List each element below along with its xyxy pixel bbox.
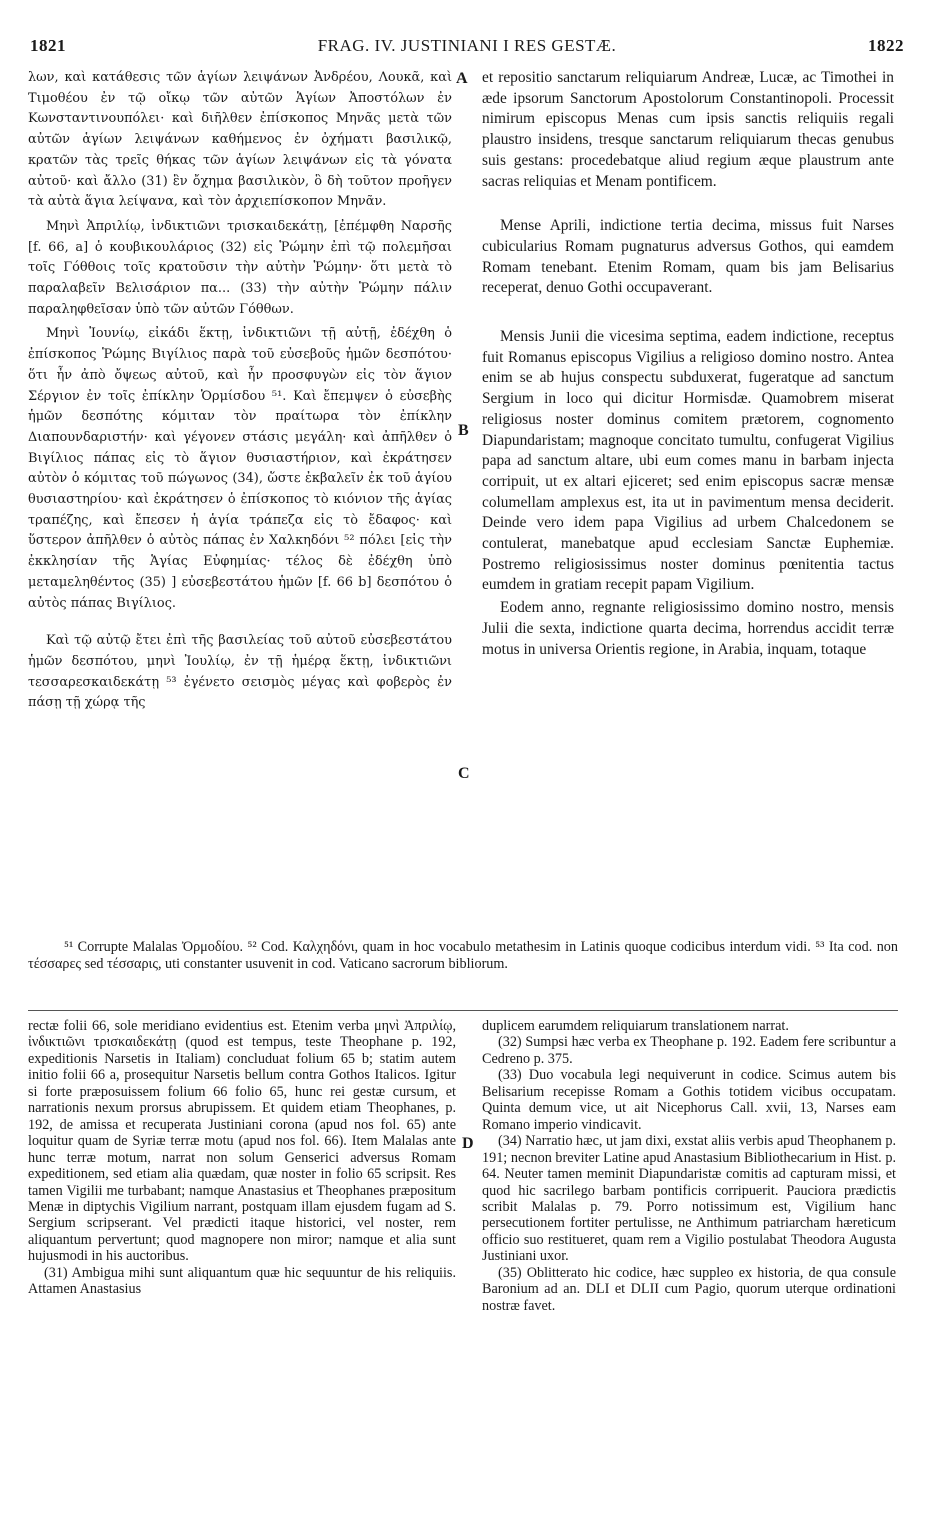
note-paragraph: (31) Ambigua mihi sunt aliquantum quæ hic sequuntur de his reliquiis. Attamen Anastasius (28, 1264, 456, 1298)
latin-paragraph: Mensis Junii die vicesima septima, eadem indictione, receptus fuit Romanus episcopus Vigilius a religioso domino nostro. Antea enim se ab hujus conspectu subduxerat, fugeratque ad sanctum Sergium in loco qui dicitur Hormisdæ. Quamobrem miserat religiosus noster dominus comitem prætorem, cognomento Diapundaristam; magnoque concitato tumultu, confugerat Vigilius papa ad sanctum altare, ubi eum comes manu in barbam injecta corripuit, ut ex altari ejiceret; sed enim episcopus sacræ mensæ columellam amplexus est, ita ut in pavimentum mensa deciderit. Deinde vero idem papa Vigilius ad urbem Chalcedonem se contulerat, manebatque apud ecclesiam Sanctæ Euphemiæ. Postremo religiosissimus noster dominus pœnitentia tactus eumdem in gratiam recepit papam Vigilium. (482, 328, 894, 594)
page-number-right: 1822 (868, 36, 904, 55)
footnote-block: ⁵¹ Corrupte Malalas Ὀρμοδίου. ⁵² Cod. Καλχηδόνι, quam in hoc vocabulo metathesim in Latinis quoque codicibus interdum vidi. ⁵³ Ita cod. non τέσσαρες sed τέσσαρις, uti constanter usuvenit in cod. Vaticano sacrorum bibliorum. (28, 939, 898, 972)
section-marker-c: C (458, 765, 470, 782)
greek-paragraph: Καὶ τῷ αὐτῷ ἔτει ἐπὶ τῆς βασιλείας τοῦ αὐτοῦ εὐσεβεστάτου ἡμῶν δεσπότου, μηνὶ Ἰουλίῳ, ἐν τῇ ἡμέρᾳ ἕκτῃ, ἰνδικτιῶνι τεσσαρεσκαιδεκάτῃ ⁵³ ἐγένετο σεισμὸς μέγας καὶ φοβερὸς ἐν πάσῃ τῇ χώρᾳ τῆς (28, 633, 452, 711)
greek-paragraph: Μηνὶ Ἰουνίῳ, εἰκάδι ἕκτῃ, ἰνδικτιῶνι τῇ αὐτῇ, ἐδέχθη ὁ ἐπίσκοπος Ῥώμης Βιγίλιος παρὰ τοῦ εὐσεβοῦς ἡμῶν δεσπότου· ὅτι ἦν ἀπὸ ὄψεως αὐτοῦ, καὶ ἦν προσφυγὼν εἰς τὸν ἅγιον Σέργιον ἐν τοῖς ἐπίκλην Ὁρμίσδου ⁵¹. Καὶ ἔπεμψεν ὁ εὐσεβὴς ἡμῶν δεσπότης κόμιταν τὸν πραίτωρα τὸν ἐπίκλην Διαπουνδαριστήν· καὶ γέγονεν στάσις μεγάλη· καὶ ἀπῆλθεν ὁ Βιγίλιος πάπας εἰς τὸ ἅγιον θυσιαστήριον, καὶ ἐκράτησεν αὐτὸν ὁ κόμιτας τοῦ πώγωνος (34), ὥστε ἐκβαλεῖν ἐκ τοῦ ἁγίου θυσιαστηρίου· καὶ ἐκράτησεν ὁ ἐπίσκοπος τὸ κιόνιον τῆς ἁγίας τραπέζης, καὶ ἔπεσεν ἡ ἁγία τράπεζα εἰς τὸ ἔδαφος· καὶ ὕστερον ἀπῆλθεν ὁ αὐτὸς πάπας ἐν Χαλκηδόνι ⁵² πόλει [εἰς τὴν ἐκκλησίαν τῆς Ἁγίας Εὐφημίας· τέλος δὲ ἐδέχθη ὑπὸ μεταμεληθέντος (35) ] εὐσεβεστάτου ἡμῶν [f. 66 b] δεσπότου ὁ αὐτὸς πάπας Βιγίλιος. (28, 326, 452, 611)
editor-notes-left (28, 1018, 456, 1298)
latin-paragraph: Eodem anno, regnante religiosissimo domino nostro, mensis Julii die sexta, indictione quarta decima, horrendus accidit terræ motus in universa Orientis regione, in Arabia, inquam, totaque (482, 599, 894, 658)
latin-paragraph: Mense Aprili, indictione tertia decima, missus fuit Narses cubicularius Romam pugnaturus adversus Gothos, qui eamdem Romam tenebant. Etenim Romam, quam bis jam Belisarius receperat, denuo Gothi occupaverant. (482, 217, 894, 297)
note-paragraph: (33) Duo vocabula legi nequiverunt in codice. Scimus autem bis Belisarium recepisse Romam a Gothis totidem vicibus occupatam. Quinta demum vice, ut ait Nicephorus Call. xvii, 13, Narses eam Romano imperio vindicavit. (482, 1067, 896, 1133)
latin-paragraph: et repositio sanctarum reliquiarum Andreæ, Lucæ, ac Timothei in æde ipsorum Sanctorum Apostolorum Constantinopoli. Processit nimirum episcopus Menas cum ipsis sanctis reliquiis regali plaustro insidens, tresque sanctarum reliquiarum thecas genubus suis gestans: procedebatque aliud regium æque plaustrum ante sacras reliquias et Menam pontificem. (482, 69, 894, 190)
latin-text-column (482, 68, 894, 660)
divider-rule (28, 1010, 898, 1011)
text-footnotes (28, 939, 898, 972)
greek-text-column (28, 68, 452, 714)
note-paragraph: (35) Oblitterato hic codice, hæc suppleo ex historia, de qua consule Baronium ad an. DLI et DLII cum Pagio, quorum uterque ordinationi nostræ favet. (482, 1264, 896, 1314)
running-header (30, 36, 904, 56)
greek-paragraph: Μηνὶ Ἀπριλίῳ, ἰνδικτιῶνι τρισκαιδεκάτῃ, [ἐπέμφθη Ναρσῆς [f. 66, a] ὁ κουβικουλάριος (32) εἰς Ῥώμην ἐπὶ τῷ πολεμῆσαι τοῖς Γόθθοις τοῖς κρατοῦσιν τὴν αὐτὴν Ῥώμην· ὅτι μετὰ τὸ παραλαβεῖν Βελισάριον πα... (33) τὴν αὐτὴν Ῥώμην πάλιν παραληφθεῖσαν ὑπὸ τῶν αὐτῶν Γόθθων. (28, 218, 452, 317)
section-marker-a: A (456, 70, 468, 87)
editor-notes-right (482, 1018, 896, 1314)
note-paragraph: rectæ folii 66, sole meridiano evidentius est. Etenim verba μηνὶ Ἀπριλίῳ, ἰνδικτιῶνι τρισκαιδεκάτῃ (quod est tempus, teste Theophane p. 192, expeditionis Narsetis in Italiam) concluduat folium 65 b; statim autem initio folii 66 a, prosequitur Narsetis bellum contra Gothos Italicos. Igitur si forte præposuissem folium 66 folio 65, hunc rei gestæ cursum, et narrationis nexum prorsus abrupissem. Et quidem etiam Theophanes, p. 192, de amissa et recuperata Justiniani corona (apud nos fol. 65) ante loquitur quam de Syriæ terræ motu (apud nos fol. 66). Item Malalas ante hunc terræ motum, narrat non solum Genserici adversus Romam expeditionem, sed etiam alia quædam, quæ noster in folio 65 scripsit. Res tamen Vigilii me turbabant; namque Anastasius et Theophanes præpositum Menæ in diptychis Vigilium narrant, postquam illam ejusdem fugam ad S. Sergium scripserant. Vel prædicti itaque historici, vel noster, rem aliquantum pervertunt; quod magnopere non miror; namque et alia sunt hujusmodi in his auctoribus. (28, 1018, 456, 1265)
page-number-left: 1821 (30, 36, 66, 55)
greek-paragraph: λων, καὶ κατάθεσις τῶν ἁγίων λειψάνων Ἀνδρέου, Λουκᾶ, καὶ Τιμοθέου ἐν τῷ οἴκῳ τῶν αὐτῶν Ἁγίων Ἀποστόλων ἐν Κωνσταντινουπόλει· καὶ διῆλθεν ἐπίσκοπος Μηνᾶς μετὰ τῶν αὐτῶν ἁγίων λειψάνων καθήμενος ἐν ὀχήματι βασιλικῷ, κρατῶν τὰς τρεῖς θήκας τῶν ἁγίων λειψάνων εἰς τὰ γόνατα αὐτοῦ· καὶ ἄλλο (31) ἓν ὄχημα βασιλικὸν, ὃ δὴ τοῦτον προῆγεν τὰ αὐτὰ ἅγια λείψανα, καὶ τὸν ἀρχιεπίσκοπον Μηνᾶν. (28, 70, 452, 210)
section-marker-b: B (458, 422, 469, 439)
note-paragraph: (34) Narratio hæc, ut jam dixi, exstat aliis verbis apud Theophanem p. 191; necnon breviter Latine apud Anastasium Bibliothecarium in Hist. p. 64. Neuter tamen meminit Diapundaristæ comitis ad capturam missi, et quod hic sacrilego barbam pontificis corripuerit. Pauciora prædictis scribit Malalas p. 79. Porro notissimum est, Vigilium hanc persecutionem fortiter pertulisse, ne Anthimum patriarcham hæreticum officio suo restitueret, quam rem a Vigilio postulabat Theodora Augusta Justiniani uxor. (482, 1133, 896, 1265)
note-paragraph: (32) Sumpsi hæc verba ex Theophane p. 192. Eadem fere scribuntur a Cedreno p. 375. (482, 1034, 896, 1067)
running-title: FRAG. IV. JUSTINIANI I RES GESTÆ. (317, 36, 617, 55)
section-marker-d: D (462, 1135, 474, 1152)
note-paragraph: duplicem earumdem reliquiarum translationem narrat. (482, 1018, 789, 1034)
